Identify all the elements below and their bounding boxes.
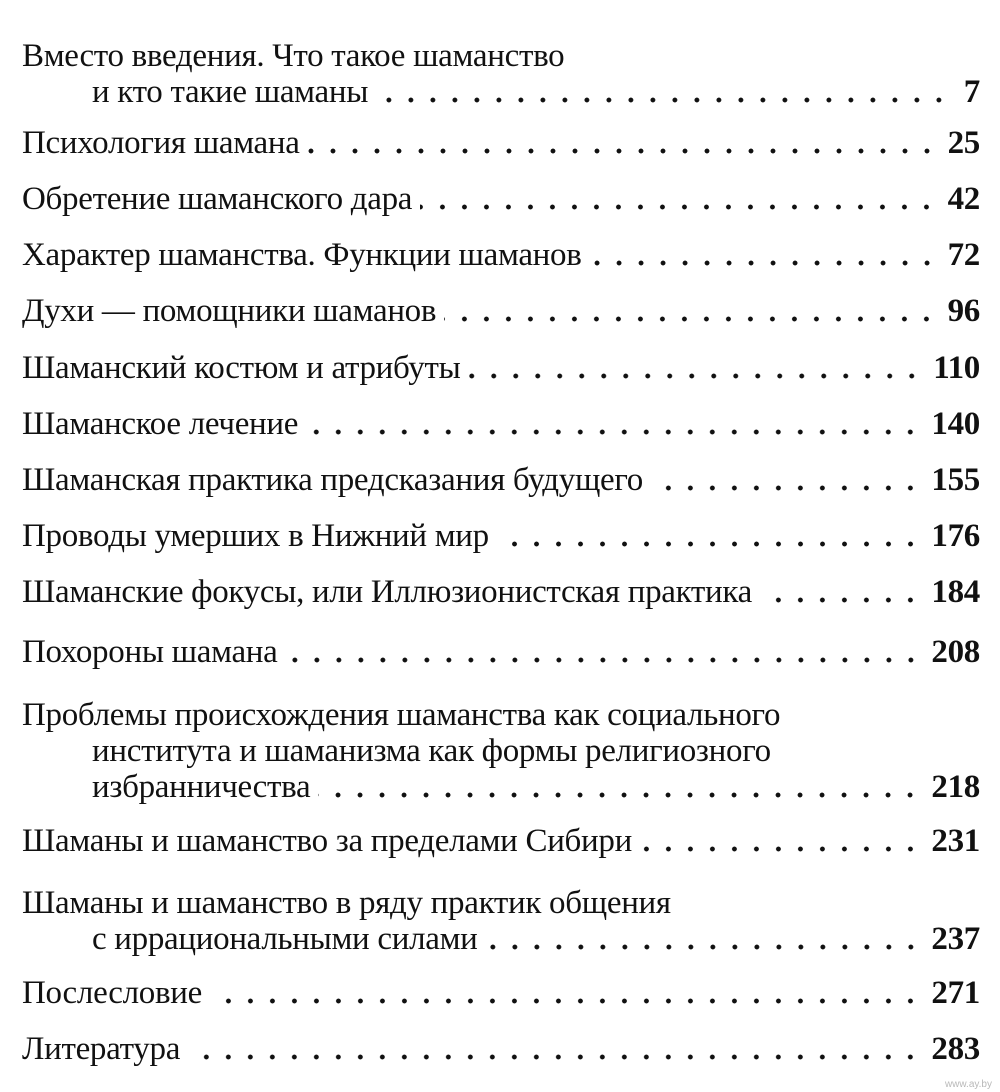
toc-entry-title-line: избранничества [92,769,311,805]
toc-entry-title-line: Обретение шаманского дара [22,181,413,217]
toc-entry-last-line [22,350,980,386]
toc-entry [22,634,980,670]
toc-entry-title-line: Шаманское лечение [22,406,299,442]
watermark-text: www.ay.by [944,1079,992,1090]
toc-entry [22,181,980,217]
toc-entry [22,462,980,498]
toc-entry-title-line: Вместо введения. Что такое шаманство [22,38,565,74]
dot-leader [308,147,938,155]
toc-entry-title-line: Шаманская практика предсказания будущего [22,462,644,498]
page-number: 7 [963,74,980,110]
toc-entry-title-line: Шаманы и шаманство в ряду практик общения [22,885,671,921]
toc-entry-last-line [22,462,980,498]
page-number: 237 [931,921,980,957]
toc-entry [22,38,980,110]
toc-entry-title-line: Проблемы происхождения шаманства как социального [22,697,781,733]
toc-entry [22,823,980,859]
page-number: 42 [947,181,980,217]
page-number: 283 [931,1031,980,1067]
dot-leader [376,96,950,104]
toc-entry [22,975,980,1011]
page-number: 176 [931,518,980,554]
toc-entry-title-line: Духи — помощники шаманов [22,293,437,329]
toc-entry-last-line [22,823,980,859]
toc-entry-title-line: института и шаманизма как формы религиозного [92,733,771,769]
page-number: 110 [933,350,980,386]
dot-leader [286,656,922,664]
page-number: 96 [947,293,980,329]
toc-entry [22,406,980,442]
toc-entry-last-line [22,237,980,273]
toc-entry-last-line [22,1031,980,1067]
toc-entry-title-line: и кто такие шаманы [92,74,369,110]
page-number: 271 [931,975,980,1011]
toc-entry-last-line [22,634,980,670]
dot-leader [210,997,921,1005]
dot-leader [590,259,938,267]
toc-entry [22,350,980,386]
toc-entry [22,697,980,805]
dot-leader [318,791,921,799]
page-number: 155 [931,462,980,498]
toc-entry [22,1031,980,1067]
toc-entry-title-line: Характер шаманства. Функции шаманов [22,237,582,273]
toc-entry-last-line [22,74,980,110]
dot-leader [188,1053,921,1061]
toc-entry [22,293,980,329]
toc-entry-last-line [22,921,980,957]
page-number: 208 [931,634,980,670]
toc-entry-last-line [22,125,980,161]
page-number: 231 [931,823,980,859]
dot-leader [760,596,921,604]
toc-entry-last-line [22,518,980,554]
toc-entry-title-line: Психология шамана [22,125,300,161]
toc-entry [22,574,980,610]
dot-leader [468,372,923,380]
toc-entry [22,518,980,554]
toc-entry-title-line: Литература [22,1031,181,1067]
toc-entry-last-line [22,574,980,610]
dot-leader [651,484,921,492]
toc-entry [22,885,980,957]
dot-leader [420,203,937,211]
toc-entry [22,237,980,273]
toc-entry-title-line: Послесловие [22,975,202,1011]
toc-entry-title-line: Проводы умерших в Нижний мир [22,518,489,554]
page-number: 72 [947,237,980,273]
toc-entry-title-line: Шаманский костюм и атрибуты [22,350,461,386]
dot-leader [640,845,921,853]
toc-entry-title-line: Шаманы и шаманство за пределами Сибири [22,823,632,859]
toc-entry-title-line: Шаманские фокусы, или Иллюзионистская практика [22,574,752,610]
page-number: 184 [931,574,980,610]
page-number: 218 [931,769,980,805]
page-number: 140 [931,406,980,442]
page-number: 25 [947,125,980,161]
toc-entry-last-line [22,975,980,1011]
toc-entry-last-line [22,406,980,442]
dot-leader [486,943,922,951]
toc-entry-last-line [22,293,980,329]
toc-entry-last-line [22,769,980,805]
dot-leader [444,315,937,323]
toc-entry-title-line: с иррациональными силами [92,921,478,957]
toc-entry [22,125,980,161]
toc-entry-last-line [22,181,980,217]
dot-leader [306,428,921,436]
dot-leader [497,540,922,548]
toc-entry-title-line: Похороны шамана [22,634,278,670]
